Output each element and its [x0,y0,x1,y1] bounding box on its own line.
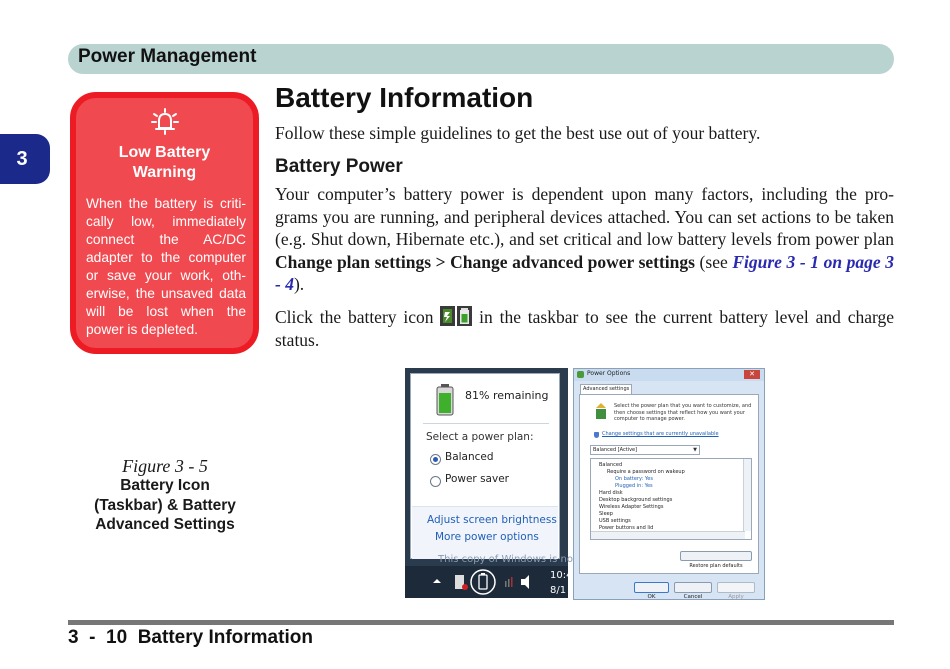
clock-time: 10:4 [550,570,573,581]
dialog-title-bar [574,369,764,381]
plan-power-saver-label: Power saver [445,473,509,485]
clock-date: 8/1 [550,585,567,596]
cancel-button[interactable] [674,582,712,600]
apply-button[interactable] [717,582,755,600]
horizontal-scrollbar[interactable] [591,531,745,539]
power-plan-path: Change plan settings > Change advanced power settings [275,251,695,272]
change-settings-link[interactable] [594,431,754,439]
figure-title-line3: Advanced Settings [95,516,235,533]
tree-item-password[interactable]: Require a password on wakeup [607,469,685,475]
taskbar-battery-icon [440,306,472,326]
warning-title-line1: Low Battery [118,144,211,161]
advanced-tab-label: Advanced settings [583,386,630,392]
flyout-divider [423,423,549,424]
dialog-description: Select the power plan that you want to customize, and then choose settings that reflect how you want your computer to manage power. [614,403,752,422]
header-title: Power Management [78,46,257,67]
battery-power-paragraph [275,183,894,296]
low-battery-warning-box [70,92,259,354]
figure-cross-reference-link[interactable]: Figure 3 - 1 on page 3 - 4 [275,251,894,294]
plan-power-saver-radio[interactable] [430,473,550,489]
plan-balanced-radio[interactable] [430,451,550,467]
para1-text-a: Your computer’s battery power is dependent upon many factors, including the pro-grams you are running, and peripheral devices attached. You can set actions to be taken (e.g. Shut down, Hibernate etc.), and set critical and low battery levels from power plan [275,184,894,249]
tree-item-desktop-bg[interactable]: Desktop background settings [599,497,673,503]
dialog-title: Power Options [587,370,631,377]
intro-text: Follow these simple guidelines to get the best use out of your battery. [275,123,761,143]
adjust-brightness-link[interactable]: Adjust screen brightness [427,514,557,526]
battery-icon-paragraph [275,306,894,351]
tree-item-power-buttons[interactable]: Power buttons and lid [599,525,654,531]
plan-dropdown[interactable] [590,445,700,455]
para1-text-b: (see [694,251,733,272]
restore-defaults-label: Restore plan defaults [689,563,743,569]
plan-balanced-label: Balanced [445,451,494,463]
flyout-panel [410,373,560,559]
warning-bell-icon [150,108,180,136]
power-plan-icon [594,403,610,421]
warning-title [76,143,253,183]
tree-item-plugged-in[interactable]: Plugged in: Yes [615,483,653,489]
battery-flyout-screenshot [405,368,573,598]
tree-item-wireless[interactable]: Wireless Adapter Settings [599,504,664,510]
warning-title-line2: Warning [132,164,197,181]
tree-item-balanced[interactable]: Balanced [599,462,623,468]
radio-selected-icon [430,454,441,465]
more-power-options-link[interactable]: More power options [435,531,539,543]
ok-label: OK [647,594,656,600]
tree-item-hard-disk[interactable]: Hard disk [599,490,623,496]
flyout-battery-icon [436,384,454,416]
power-options-window-icon [577,371,584,378]
change-settings-link-label: Change settings that are currently unavailable [602,431,719,437]
power-options-screenshot [573,368,765,600]
select-plan-label: Select a power plan: [426,431,534,443]
vertical-scrollbar[interactable] [743,459,751,531]
ok-button[interactable] [634,582,669,600]
chevron-down-icon: ▼ [693,447,697,453]
battery-remaining: 81% remaining [465,389,549,402]
footer-page-label: 3 - 10 Battery Information [68,627,313,648]
page-title: Battery Information [275,82,534,113]
chapter-number: 3 [16,147,28,170]
taskbar-tray-icons [405,567,545,597]
figure-caption [80,456,250,535]
tree-item-sleep[interactable]: Sleep [599,511,613,517]
cancel-label: Cancel [683,594,703,600]
apply-label: Apply [728,594,744,600]
figure-title-line1: Battery Icon [120,477,210,494]
plan-dropdown-value: Balanced [Active] [593,447,638,453]
dialog-body [579,394,759,574]
close-icon[interactable]: ✕ [744,370,760,379]
tree-item-on-battery[interactable]: On battery: Yes [615,476,653,482]
chapter-tab [0,134,50,184]
para1-text-c: ). [293,274,305,294]
figure-title [80,476,250,535]
section-title: Battery Power [275,156,403,177]
footer-rule [68,620,894,625]
restore-defaults-button[interactable] [680,551,752,569]
para2-text-b: in the taskbar to see the current battery level and charge status. [275,307,895,350]
settings-tree[interactable] [590,458,752,540]
radio-unselected-icon [430,476,441,487]
figure-number: Figure 3 - 5 [122,456,208,476]
warning-body: When the battery is criti-cally low, immediately connect the AC/DC adapter to the computer or save your work, oth-erwise, the unsaved data will be lost when the power is depleted. [86,196,246,337]
shield-icon [594,432,599,438]
figure-title-line2: (Taskbar) & Battery [94,496,236,514]
taskbar-watermark: This copy of Windows is no [438,554,573,565]
tree-item-usb[interactable]: USB settings [599,518,631,524]
para2-text-a: Click the battery icon [275,307,441,327]
dialog-tab-advanced[interactable] [580,384,632,394]
